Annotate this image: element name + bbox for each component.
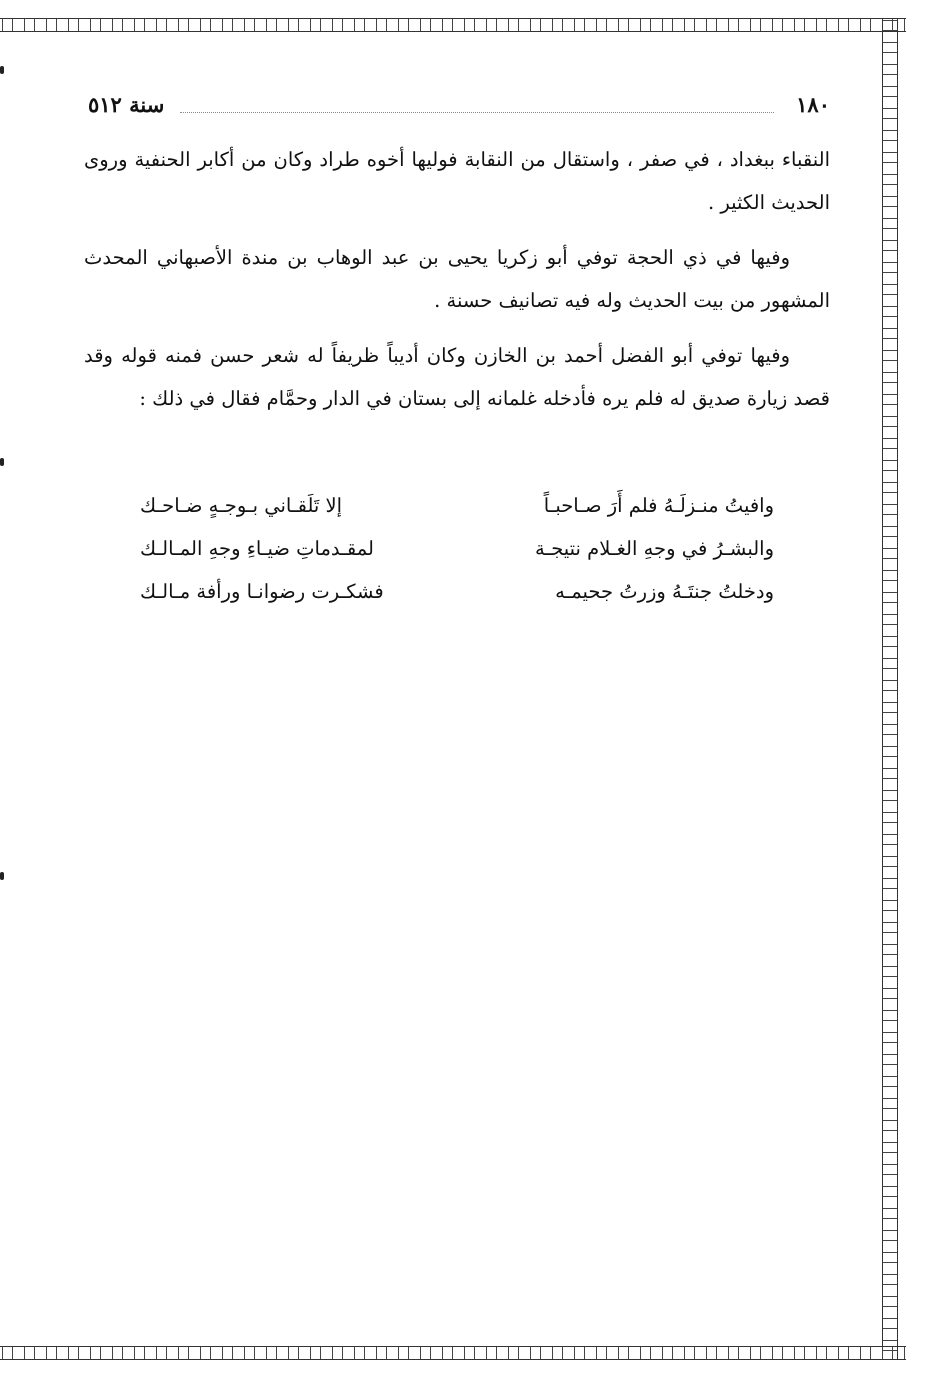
margin-mark bbox=[0, 458, 4, 466]
right-ornamental-border bbox=[882, 18, 898, 1360]
page-number: ١٨٠ bbox=[796, 92, 830, 117]
paragraph: وفيها توفي أبو الفضل أحمد بن الخازن وكان أديباً ظريفاً له شعر حسن فمنه قوله وقد قصد زيارة صديق له فلم يره فأدخله غلمانه إلى بستان في الدار وحمَّام فقال في ذلك : bbox=[84, 344, 830, 410]
verse-second-hemistich: إلا تَلَقـاني بـوجـهٍ ضـاحـك bbox=[140, 494, 343, 517]
verse-line bbox=[140, 570, 774, 613]
margin-mark bbox=[0, 66, 4, 74]
paragraph: وفيها في ذي الحجة توفي أبو زكريا يحيى بن عبد الوهاب بن مندة الأصبهاني المحدث المشهور من بيت الحديث وله فيه تصانيف حسنة . bbox=[84, 246, 830, 312]
margin-mark bbox=[0, 872, 4, 880]
bottom-ornamental-border bbox=[0, 1346, 906, 1360]
verse-second-hemistich: فشكـرت رضوانـا ورأفة مـالـك bbox=[140, 580, 384, 603]
verse-first-hemistich: والبشـرُ في وجهِ الغـلام نتيجـة bbox=[535, 537, 774, 560]
running-title: سنة ٥١٢ bbox=[88, 92, 165, 117]
header-dotted-rule bbox=[180, 112, 774, 113]
verse-line bbox=[140, 527, 774, 570]
verse-second-hemistich: لمقـدماتِ ضيـاءِ وجهِ المـالـك bbox=[140, 537, 374, 560]
paragraph: النقباء ببغداد ، في صفر ، واستقال من النقابة فوليها أخوه طراد وكان من أكابر الحنفية وروى الحديث الكثير . bbox=[84, 148, 830, 214]
poem bbox=[140, 484, 774, 613]
top-ornamental-border bbox=[0, 18, 906, 32]
body-text bbox=[84, 138, 830, 432]
verse-first-hemistich: ودخلتُ جنتَـهُ وزرتُ جحيمـه bbox=[555, 580, 774, 603]
page-header bbox=[88, 92, 830, 122]
verse-first-hemistich: وافيتُ منـزلَـهُ فلم أَرَ صـاحبـاً bbox=[543, 494, 774, 517]
verse-line bbox=[140, 484, 774, 527]
